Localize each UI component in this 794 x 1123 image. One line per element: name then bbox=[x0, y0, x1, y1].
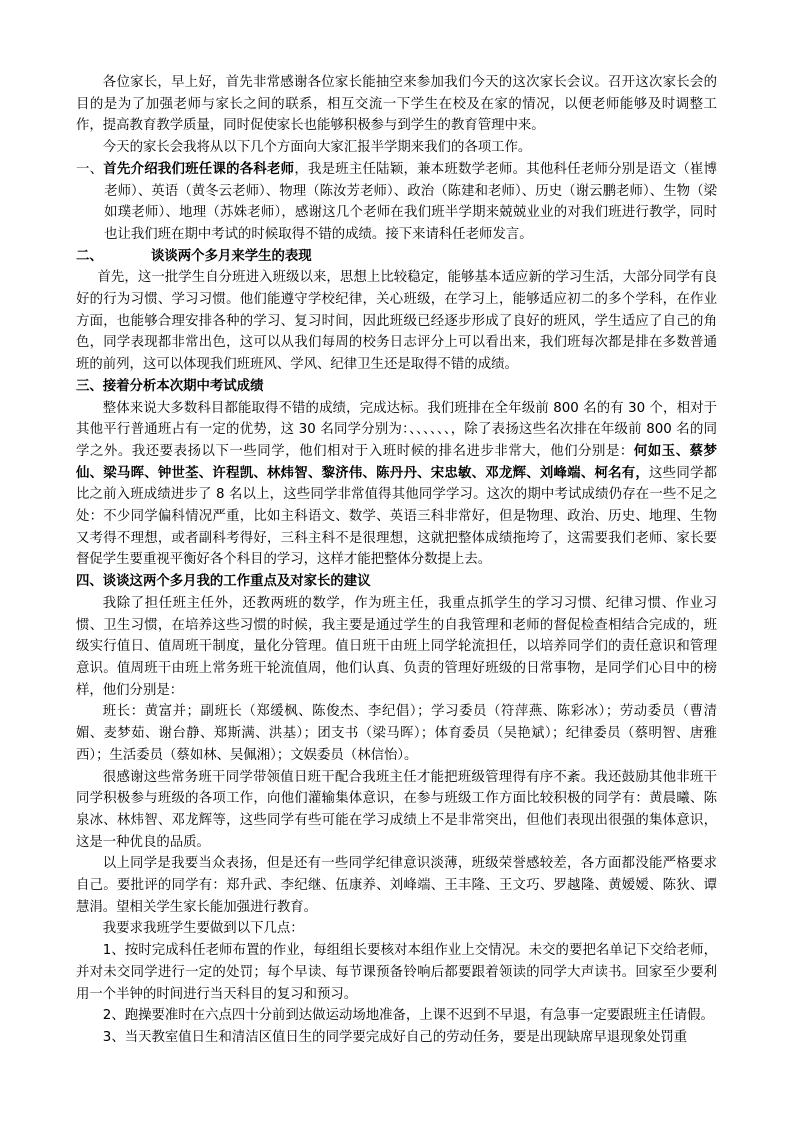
section-3-heading-text: 三、接着分析本次期中考试成绩 bbox=[76, 378, 264, 394]
section-2-heading-line bbox=[76, 246, 717, 268]
section-4-paragraph-1: 我除了担任班主任外，还教两班的数学，作为班主任，我重点抓学生的学习习惯、纪律习惯、作业习惯、卫生习惯，在培养这些习惯的时候，我主要是通过学生的自我管理和老师的督促检查相结合完成的，班级实行值日、值周班干制度，量化分管理。值日班干由班上同学轮流担任，以培养同学们的责任意识和管理意识。值周班干由班上常务班干轮流值周，他们认真、负责的管理好班级的日常事物，是同学们心目中的榜样，他们分别是： bbox=[76, 595, 717, 698]
intro-paragraph-2: 今天的家长会我将从以下几个方面向大家汇报半学期来我们的各项工作。 bbox=[102, 140, 532, 156]
section-2-heading: 谈谈两个多月来学生的表现 bbox=[151, 248, 312, 264]
section-4-class-committee: 班长：黄富并；副班长（郑缓枫、陈俊杰、李纪倡）；学习委员（符萍燕、陈彩冰）；劳动委员（曹清媚、麦梦茹、谢台静、郑斯满、洪基）；团支书（梁马晖）；体育委员（吴艳斌）；纪律委员（蔡明智、唐雅西）；生活委员（蔡如林、吴佩湘）；文娱委员（林信怡）。 bbox=[76, 704, 717, 763]
section-3-improved-names: 何如玉、蔡梦仙、梁马晖、钟世荃、许程凯、林炜智、黎济伟、陈丹丹、宋忠敏、邓龙辉、刘峰端、柯名有， bbox=[76, 443, 717, 481]
section-1 bbox=[76, 159, 717, 246]
section-1-body: ，我是班主任陆颖，兼本班数学老师。其他科任老师分别是语文（崔博老师）、英语（黄冬云老师）、物理（陈汝芳老师）、政治（陈建和老师）、历史（谢云鹏老师）、生物（梁如璞老师）、地理（苏姝老师），感谢这几个老师在我们班半学期来兢兢业业的对我们班进行教学，同时也让我们班在期中考试的时候取得不错的成绩。接下来请科任老师发言。 bbox=[104, 161, 718, 242]
section-4-heading-text: 四、谈谈这两个多月我的工作重点及对家长的建议 bbox=[76, 574, 371, 590]
section-2-body: 首先，这一批学生自分班进入班级以来，思想上比较稳定，能够基本适应新的学习生活，大部分同学有良好的行为习惯、学习习惯。他们能遵守学校纪律，关心班级，在学习上，能够适应初二的多个学科，在作业方面，也能够合理安排各种的学习、复习时间，因此班级已经逐步形成了良好的班风，学生适应了自己的角色，同学表现都非常出色，这可以从我们每周的校务日志评分上可以看出来，我们班每次都是排在多数普通班的前列，这可以体现我们班班风、学风、纪律卫生还是取得不错的成绩。 bbox=[76, 270, 717, 373]
requirement-item-1: 1、按时完成科任老师布置的作业，每组组长要核对本组作业上交情况。未交的要把名单记下交给老师，并对未交同学进行一定的处罚；每个早读、每节课预备铃响后都要跟着领读的同学大声读书。回家至少要利用一个半钟的时间进行当天科目的复习和预习。 bbox=[76, 943, 717, 1002]
section-3-heading bbox=[76, 376, 717, 398]
section-1-number: 一、 bbox=[76, 161, 104, 177]
requirement-item-2: 2、跑操要准时在六点四十分前到达做运动场地准备，上课不迟到不早退，有急事一定要跟班主任请假。 bbox=[102, 1008, 714, 1024]
document-page bbox=[76, 72, 717, 1049]
section-3-body-a: 整体来说大多数科目都能取得不错的成绩，完成达标。我们班排在全年级前 800 名的有 30 个，相对于其他平行普通班占有一定的优势，这 30 名同学分别为：、、、、、、，除了表扬这些名次排在年级前 800 名的同学之外。我还要表扬以下一些同学，他们相对于入班时候的排名进步非常大，他们分别是： bbox=[76, 400, 717, 459]
section-3-body-b: 这些同学都比之前入班成绩进步了 8 名以上，这些同学非常值得其他同学学习。这次的期中考试成绩仍存在一些不足之处：不少同学偏科情况严重，比如主科语文、数学、英语三科非常好，但是物理、政治、历史、地理、生物又考得不理想，或者副科考得好，三科主科不是很理想，这就把整体成绩拖垮了，这需要我们老师、家长要督促学生要重视平衡好各个科目的学习，这样才能把整体分数提上去。 bbox=[76, 465, 717, 568]
section-4-paragraph-4: 以上同学是我要当众表扬，但是还有一些同学纪律意识淡薄，班级荣誉感较差，各方面都没能严格要求自己。要批评的同学有：郑升武、李纪继、伍康养、刘峰端、王丰隆、王文巧、罗越隆、黄嫒嫒、陈狄、谭慧涓。望相关学生家长能加强进行教育。 bbox=[76, 856, 717, 915]
section-4-heading bbox=[76, 571, 717, 593]
section-2-number: 二、 bbox=[76, 248, 103, 264]
section-1-heading: 首先介绍我们班任课的各科老师 bbox=[103, 161, 295, 177]
intro-paragraph-1: 各位家长，早上好，首先非常感谢各位家长能抽空来参加我们今天的这次家长会议。召开这次家长会的目的是为了加强老师与家长之间的联系，相互交流一下学生在校及在家的情况，以便老师能够及时调整工作，提高教育教学质量，同时促使家长也能够积极参与到学生的教育管理中来。 bbox=[76, 75, 717, 134]
requirement-item-3: 3、当天教室值日生和清洁区值日生的同学要完成好自己的劳动任务，要是出现缺席早退现象处罚重 bbox=[102, 1029, 688, 1045]
section-4-requirements-intro: 我要求我班学生要做到以下几点： bbox=[102, 921, 304, 937]
section-3-body bbox=[76, 398, 717, 572]
section-4-paragraph-3: 很感谢这些常务班干同学带领值日班干配合我班主任才能把班级管理得有序不紊。我还鼓励其他非班干同学积极参与班级的各项工作，向他们灌输集体意识，在参与班级工作方面比较积极的同学有：黄晨曦、陈泉冰、林炜智、邓龙辉等，这些同学有些可能在学习成绩上不是非常突出，但他们表现出很强的集体意识，这是一种优良的品质。 bbox=[76, 769, 717, 850]
